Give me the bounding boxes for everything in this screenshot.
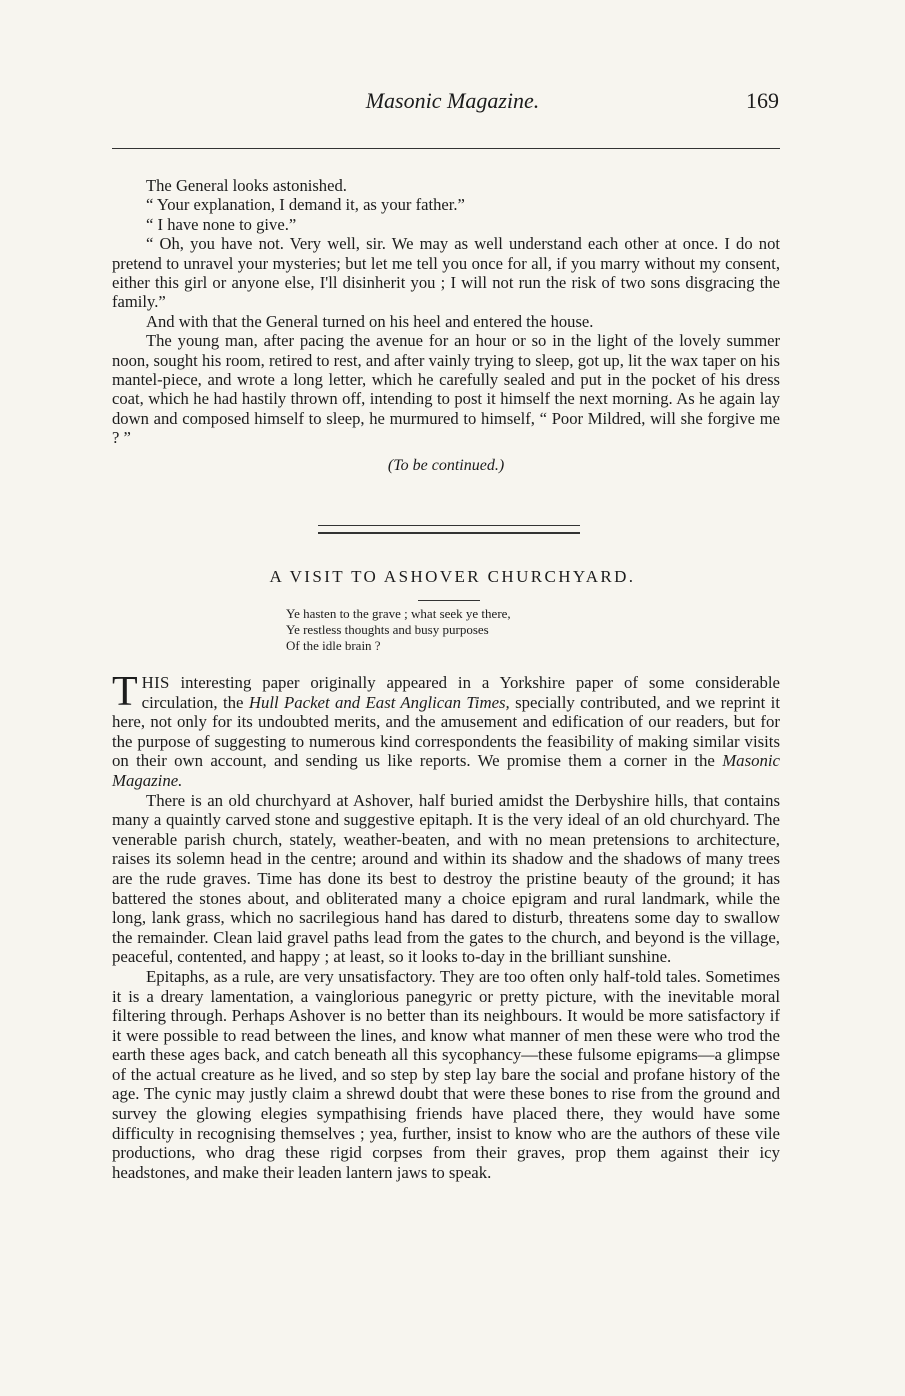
article-body <box>112 669 780 1182</box>
paragraph: The General looks astonished. <box>146 176 347 195</box>
paragraph: “ Your explanation, I demand it, as your father.” <box>146 195 465 215</box>
intro-paragraph <box>112 669 780 791</box>
paragraph: “ Oh, you have not. Very well, sir. We may as well understand each other at once. I do not pretend to unravel your mysteries; but let me tell you once for all, if you marry without my consent, either this girl or anyone else, I'll disinherit you ; I will not run the risk of two sons disgracing the family.” <box>112 234 780 312</box>
article-title: A VISIT TO ASHOVER CHURCHYARD. <box>269 567 636 586</box>
running-title: Masonic Magazine. <box>365 88 540 113</box>
epigraph-line: Ye hasten to the grave ; what seek ye there, <box>286 606 511 621</box>
intro-caps: HIS <box>141 673 170 692</box>
to-be-continued: (To be continued.) <box>387 456 505 474</box>
page-number: 169 <box>746 88 779 113</box>
header-rule <box>112 148 780 149</box>
intro-text: specially contributed, and we reprint it here, not only for its undoubted merits, and the amusement and edification of our readers, but for the purpose of suggesting to numerous kind correspondents the feasibility of making similar visits on their own account, and sending us like reports. We promise them a corner in the <box>112 692 780 771</box>
paragraph: And with that the General turned on his heel and entered the house. <box>146 311 594 331</box>
drop-cap: T <box>112 669 138 715</box>
paragraph: Epitaphs, as a rule, are very unsatisfactory. They are too often only half-told tales. Sometimes it is a dreary lamentation, a vainglorious panegyric or pretty picture, with the inevitable moral filtering through. Perhaps Ashover is no better than its neighbours. It would be more satisfactory if it were possible to read between the lines, and know what manner of men these were who trod the earth these ages back, and catch beneath all this sycophancy—these fulsome epigrams—a glimpse of the actual creature as he lived, and so step by step lay bare the social and profane history of the age. The cynic may justly claim a shrewd doubt that were these bones to rise from the ground and survey the glowing elegies sympathising friends have placed there, they would have some difficulty in recognising themselves ; yea, further, insist to know who are the authors of these vile productions, who drag these rigid corpses from their graves, prop them against their icy headstones, and make their leaden lantern jaws to speak. <box>112 966 780 1182</box>
title-rule <box>418 600 480 601</box>
paragraph: The young man, after pacing the avenue for an hour or so in the light of the lovely summer noon, sought his room, retired to rest, and after vainly trying to sleep, got up, lit the wax taper on his mantel-piece, and wrote a long letter, which he carefully sealed and put in the pocket of his dress coat, which he had hastily thrown off, intending to post it himself the next morning. As he again lay down and composed himself to sleep, he murmured to himself, “ Poor Mildred, will she forgive me ? ” <box>112 331 780 448</box>
epigraph-line: Of the idle brain ? <box>286 638 381 653</box>
epigraph-line: Ye restless thoughts and busy purposes <box>286 622 489 637</box>
section-separator-thick <box>318 532 580 534</box>
running-header <box>0 88 905 118</box>
newspaper-name: Hull Packet and East Anglican Times, <box>248 692 510 712</box>
paragraph: “ I have none to give.” <box>146 214 297 234</box>
epigraph <box>286 606 511 654</box>
paragraph: There is an old churchyard at Ashover, half buried amidst the Derbyshire hills, that contains many a quaintly carved stone and suggestive epitaph. It is the very ideal of an old churchyard. The venerable parish church, stately, weather-beaten, and with no mean pretensions to architecture, raises its solemn head in the centre; around and within its shadow and the shadows of many trees are the rude graves. Time has done its best to destroy the pristine beauty of the ground; it has battered the stones about, and obliterated many a choice epigram and rural landmark, while the long, lank grass, which no sacrilegious hand has dared to disturb, threatens some day to swallow the remainder. Clean laid gravel paths lead from the gates to the church, and beyond is the village, peaceful, contented, and happy ; at least, so it looks to-day in the brilliant sunshine. <box>112 790 780 967</box>
intro-text: interesting paper originally appeared in a Yorkshire paper of some considerable circulation, the <box>141 673 780 712</box>
story-continuation <box>112 176 780 475</box>
magazine-name: Masonic Magazine. <box>112 751 780 790</box>
section-separator <box>318 525 580 526</box>
